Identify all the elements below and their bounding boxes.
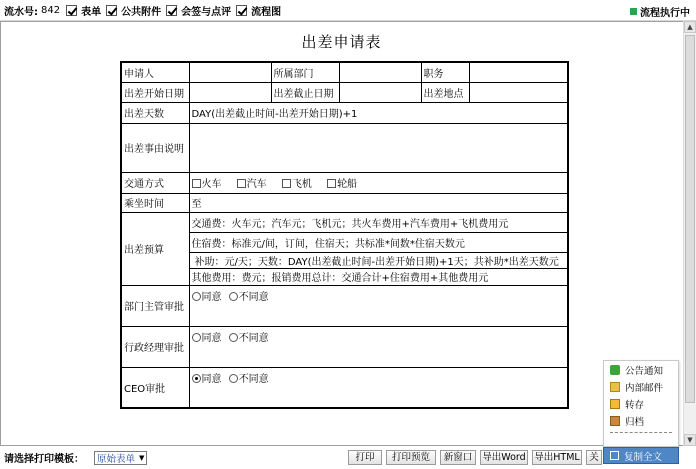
location-label: 出差地点 [421,82,469,102]
select-value: 原始表单 [97,453,136,465]
export-html-button[interactable]: 导出HTML [532,450,582,465]
copy-all-button[interactable] [603,447,679,464]
end-date-label: 出差截止日期 [271,82,339,102]
applicant-label: 申请人 [121,62,189,82]
checkbox-label: 流程图 [251,6,282,18]
checkbox-checked-icon[interactable] [236,5,247,16]
budget-lodging-line: 住宿费：标准元/间，订间，住宿天；共标准*间数*住宿天数元 [189,232,568,252]
radio-label: 不同意 [238,332,269,344]
status-text: 流程执行中 [640,8,690,19]
mail-icon [610,382,620,392]
flow-status [630,4,690,19]
menu-item-internal-mail[interactable] [604,379,678,395]
radio-agree[interactable] [192,333,201,342]
budget-other-line: 其他费用：费元；报销费用总计：交通合计+住宿费用+其他费用元 [189,268,568,285]
menu-item-label: 公告通知 [625,366,664,377]
menu-item-label: 转存 [625,400,645,411]
print-button[interactable]: 打印 [348,450,382,465]
ceo-approval-label: CEO审批 [121,367,189,408]
radio-label: 同意 [201,373,222,385]
scroll-thumb[interactable] [685,35,695,403]
days-formula: DAY(出差截止时间-出差开始日期)+1 [189,102,568,123]
radio-disagree[interactable] [229,333,238,342]
notice-icon [610,365,620,375]
menu-item-archive[interactable] [604,413,678,429]
start-date-label: 出差开始日期 [121,82,189,102]
radio-disagree[interactable] [229,292,238,301]
ceo-approval-field [189,367,568,408]
chevron-down-icon: ▼ [139,453,145,462]
menu-divider [610,432,672,433]
reason-field[interactable] [189,123,568,172]
menu-item-save[interactable] [604,396,678,412]
checkbox-checked-icon[interactable] [166,5,177,16]
flow-number-label: 流水号: [4,6,38,18]
transport-option-car[interactable] [237,179,267,190]
form-title: 出差申请表 [301,33,382,51]
form-checkbox[interactable] [66,3,101,18]
radio-disagree[interactable] [229,374,238,383]
share-popup-menu [603,360,679,447]
close-button[interactable]: 关 [586,450,602,465]
status-dot-icon [630,8,637,15]
attachments-checkbox[interactable] [106,3,161,18]
reason-label: 出差事由说明 [121,123,189,172]
end-date-field[interactable] [339,82,421,102]
copy-icon [610,451,619,460]
admin-approval-field [189,326,568,367]
radio-agree[interactable] [192,374,201,383]
days-label: 出差天数 [121,102,189,123]
budget-label: 出差预算 [121,212,189,285]
radio-agree[interactable] [192,292,201,301]
admin-approval-label: 行政经理审批 [121,326,189,367]
scroll-down-icon[interactable]: ▼ [684,434,696,446]
travel-request-form [120,61,569,409]
option-label: 轮船 [337,179,358,190]
countersign-checkbox[interactable] [166,3,231,18]
radio-label: 同意 [201,291,222,303]
checkbox-checked-icon[interactable] [66,5,77,16]
location-field[interactable] [469,82,568,102]
checkbox-label: 表单 [81,6,102,18]
new-window-button[interactable]: 新窗口 [440,450,476,465]
dept-approval-field [189,285,568,326]
radio-label: 不同意 [238,373,269,385]
flowchart-checkbox[interactable] [236,3,281,18]
option-label: 汽车 [246,179,267,190]
scroll-up-icon[interactable]: ▲ [684,21,696,33]
checkbox-label: 会签与点评 [181,6,232,18]
archive-icon [610,416,620,426]
checkbox-icon[interactable] [282,179,291,188]
menu-item-label: 内部邮件 [625,383,664,394]
ride-time-value[interactable]: 至 [189,193,568,212]
export-word-button[interactable]: 导出Word [480,450,528,465]
position-label: 职务 [421,62,469,82]
dept-label: 所属部门 [271,62,339,82]
checkbox-icon[interactable] [327,179,336,188]
folder-icon [610,399,620,409]
print-template-select[interactable] [94,451,147,465]
transport-option-plane[interactable] [282,179,312,190]
transport-option-ship[interactable] [327,179,357,190]
transport-options [189,172,568,193]
transport-option-train[interactable] [192,179,222,190]
menu-item-notice[interactable] [604,362,678,378]
radio-label: 同意 [201,332,222,344]
radio-label: 不同意 [238,291,269,303]
checkbox-checked-icon[interactable] [106,5,117,16]
menu-item-label: 归档 [625,417,645,428]
transport-label: 交通方式 [121,172,189,193]
copy-label: 复制全文 [624,451,663,463]
dept-field[interactable] [339,62,421,82]
budget-transport-line: 交通费：火车元；汽车元；飞机元；共火车费用+汽车费用+飞机费用元 [189,212,568,232]
start-date-field[interactable] [189,82,271,102]
budget-allowance-line: 补助：元/天；天数：DAY(出差截止时间-出差开始日期)+1天；共补助*出差天数元 [189,252,568,268]
checkbox-label: 公共附件 [121,6,162,18]
applicant-field[interactable] [189,62,271,82]
dept-approval-label: 部门主管审批 [121,285,189,326]
flow-number-value: 842 [41,4,61,16]
position-field[interactable] [469,62,568,82]
checkbox-icon[interactable] [237,179,246,188]
print-template-label: 请选择打印模板： [4,454,84,465]
ride-time-label: 乘坐时间 [121,193,189,212]
vertical-scrollbar[interactable] [683,21,696,446]
checkbox-icon[interactable] [192,179,201,188]
option-label: 火车 [201,179,222,190]
top-toolbar [0,0,696,21]
print-preview-button[interactable]: 打印预览 [386,450,436,465]
option-label: 飞机 [291,179,312,190]
